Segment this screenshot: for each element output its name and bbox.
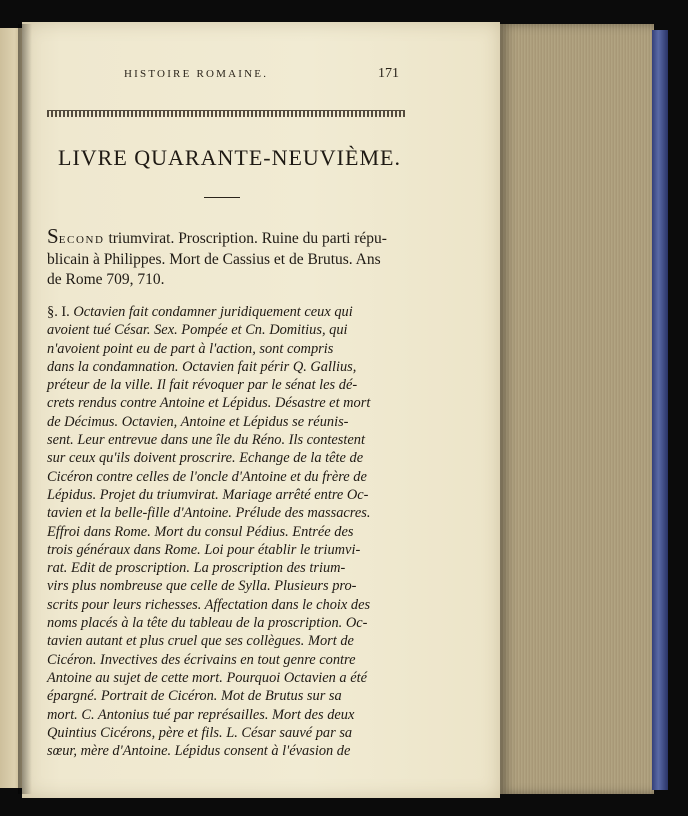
section-line: Lépidus. Projet du triumvirat. Mariage arrêté entre Oc- bbox=[47, 486, 369, 503]
summary-smallcaps: ECOND bbox=[58, 234, 105, 246]
ornamental-rule bbox=[47, 110, 405, 117]
section-line: Quintius Cicérons, père et fils. L. César sauvé par sa bbox=[47, 724, 353, 741]
section-line: tavien et la belle-fille d'Antoine. Prélude des massacres. bbox=[47, 505, 371, 522]
page-number: 171 bbox=[378, 66, 399, 81]
section-line: sent. Leur entrevue dans une île du Réno. Ils contestent bbox=[47, 432, 365, 449]
section-line: Cicéron contre celles de l'oncle d'Antoine et du frère de bbox=[47, 468, 367, 485]
section-line: crets rendus contre Antoine et Lépidus. Désastre et mort bbox=[47, 395, 371, 412]
running-head bbox=[124, 68, 404, 80]
section-line: avoient tué César. Sex. Pompée et Cn. Domitius, qui bbox=[47, 322, 348, 339]
section-line: tavien autant et plus cruel que ses collègues. Mort de bbox=[47, 633, 354, 650]
summary-line: blicain à Philippes. Mort de Cassius et de Brutus. Ans bbox=[47, 251, 381, 268]
section-label: §. I. bbox=[47, 304, 70, 320]
section-line: préteur de la ville. Il fait révoquer par le sénat les dé- bbox=[47, 377, 358, 394]
page-fore-edge bbox=[500, 24, 654, 794]
section-line: noms placés à la tête du tableau de la proscription. Oc- bbox=[47, 615, 368, 632]
section-line: virs plus nombreuse que celle de Sylla. Plusieurs pro- bbox=[47, 578, 357, 595]
chapter-title: LIVRE QUARANTE-NEUVIÈME. bbox=[58, 145, 401, 170]
chapter-summary bbox=[47, 226, 405, 290]
title-divider bbox=[204, 197, 240, 198]
page-gutter-shadow bbox=[18, 24, 32, 794]
section-line: Effroi dans Rome. Mort du consul Pédius. Entrée des bbox=[47, 523, 354, 540]
section-line: sur ceux qu'ils doivent proscrire. Echange de la tête de bbox=[47, 450, 364, 467]
section-line: de Décimus. Octavien, Antoine et Lépidus se réunis- bbox=[47, 413, 349, 430]
section-line: mort. C. Antonius tué par représailles. Mort des deux bbox=[47, 706, 355, 723]
section-line: §. I. Octavien fait condamner juridiquement ceux qui bbox=[47, 304, 353, 320]
section-line: n'avoient point eu de part à l'action, sont compris bbox=[47, 340, 334, 357]
summary-line: SECOND triumvirat. Proscription. Ruine du parti répu- bbox=[47, 224, 387, 248]
section-line: Cicéron. Invectives des écrivains en tout genre contre bbox=[47, 651, 356, 668]
section-line: épargné. Portrait de Cicéron. Mot de Brutus sur sa bbox=[47, 688, 342, 705]
section-line: sœur, mère d'Antoine. Lépidus consent à l'évasion de bbox=[47, 743, 351, 760]
section-line: rat. Edit de proscription. La proscription des trium- bbox=[47, 560, 346, 577]
summary-line: de Rome 709, 710. bbox=[47, 271, 165, 288]
section-line: dans la condamnation. Octavien fait périr Q. Gallius, bbox=[47, 358, 357, 375]
drop-initial: S bbox=[47, 224, 59, 248]
running-head-title: HISTOIRE ROMAINE. bbox=[124, 68, 269, 80]
section-line: scrits pour leurs richesses. Affectation dans le choix des bbox=[47, 596, 371, 613]
book-cover-edge bbox=[652, 30, 668, 790]
section-synopsis bbox=[47, 303, 407, 760]
section-line: trois généraux dans Rome. Loi pour établir le triumvi- bbox=[47, 541, 361, 558]
section-line: Antoine au sujet de cette mort. Pourquoi Octavien a été bbox=[47, 669, 367, 686]
